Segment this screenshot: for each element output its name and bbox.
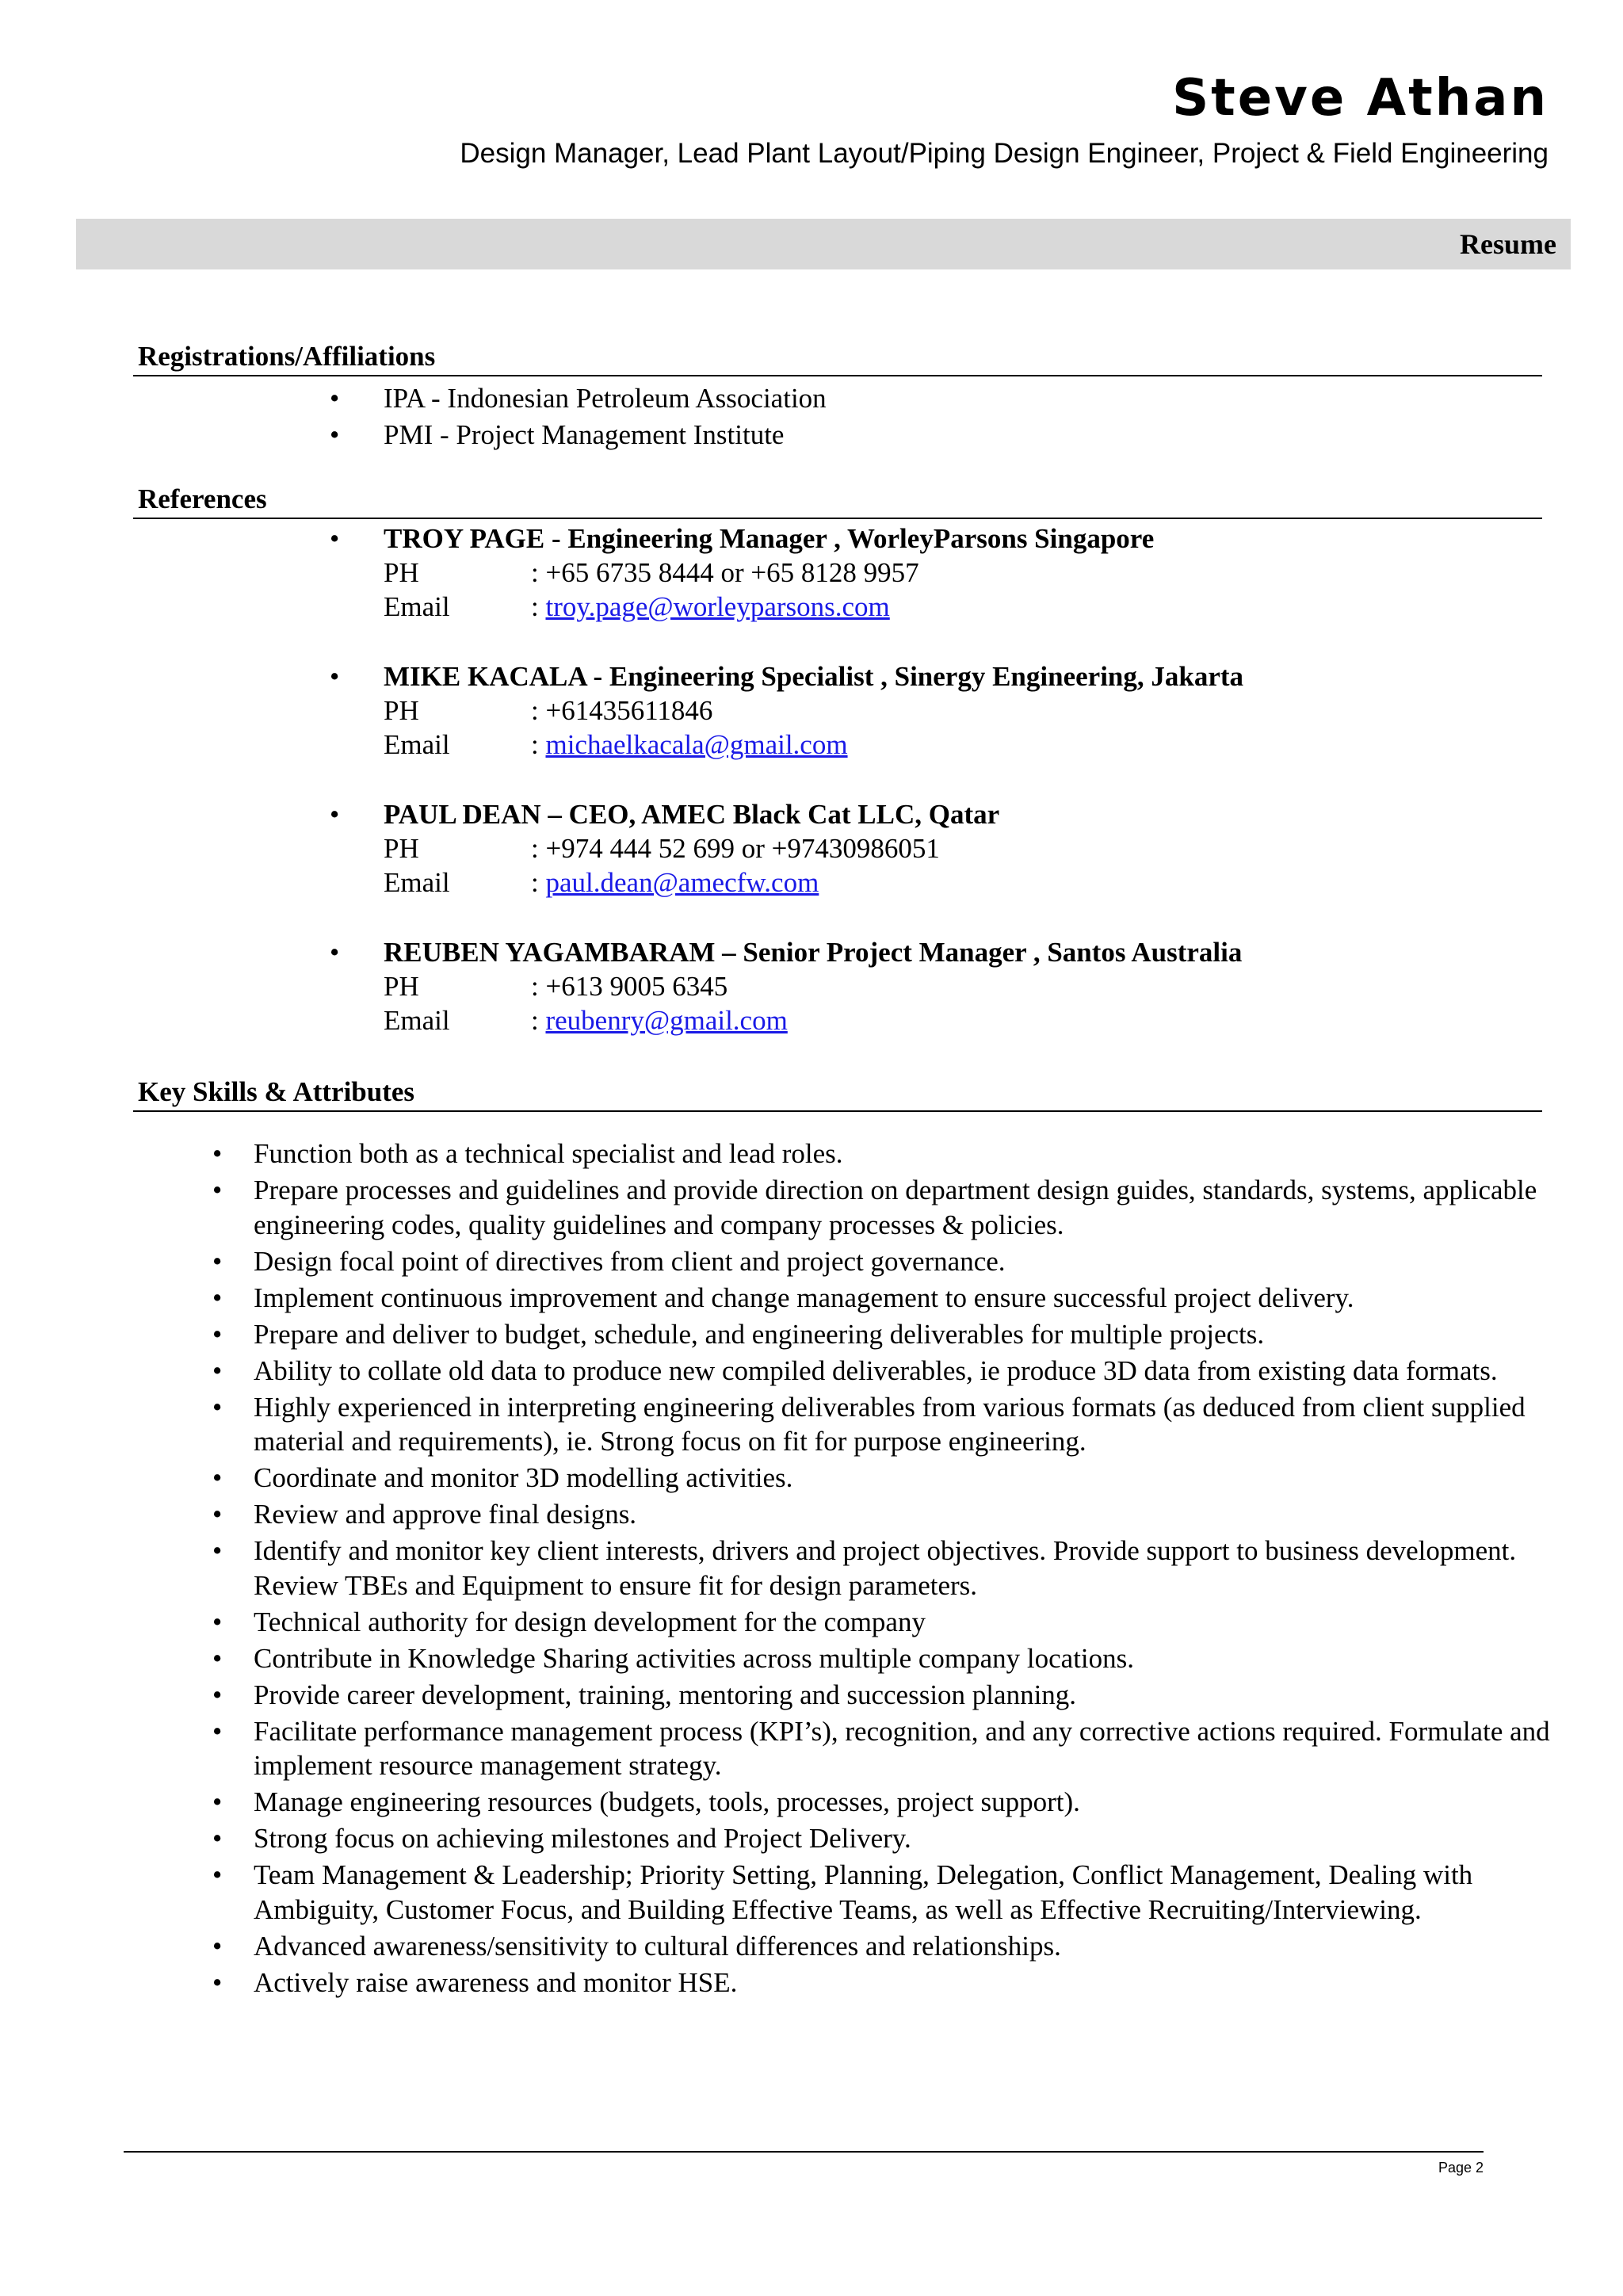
page-number: Page 2: [1438, 2160, 1484, 2176]
references-list: [330, 521, 1243, 1073]
footer-divider: [124, 2151, 1484, 2153]
reference-entry: • PAUL DEAN – CEO, AMEC Black Cat LLC, Qatar PH : +974 444 52 699 or +97430986051 Email : paul.dean@amecfw.com: [330, 797, 1243, 900]
reference-entry: • MIKE KACALA - Engineering Specialist , Sinergy Engineering, Jakarta PH : +61435611846 Email : michaelkacala@gmail.com: [330, 659, 1243, 762]
reference-phone: : +974 444 52 699 or +97430986051: [531, 833, 940, 864]
phone-label: PH: [384, 833, 419, 864]
list-item: • Actively raise awareness and monitor HSE.: [212, 1966, 1552, 2000]
list-item: • PMI - Project Management Institute: [330, 417, 827, 453]
list-item: • Highly experienced in interpreting engineering deliverables from various formats (as deduced from client supplied material and requirements), ie. Strong focus on fit for purpose engineering.: [212, 1390, 1552, 1459]
phone-label: PH: [384, 557, 419, 588]
list-item: • Coordinate and monitor 3D modelling activities.: [212, 1461, 1552, 1496]
affiliations-list: [330, 380, 827, 453]
resume-banner: [76, 219, 1571, 269]
reference-email-link[interactable]: troy.page@worleyparsons.com: [545, 591, 890, 622]
reference-entry: • TROY PAGE - Engineering Manager , WorleyParsons Singapore PH : +65 6735 8444 or +65 8128 9957 Email : troy.page@worleyparsons.com: [330, 521, 1243, 624]
list-item: • Ability to collate old data to produce new compiled deliverables, ie produce 3D data from existing data formats.: [212, 1354, 1552, 1389]
list-item: • Identify and monitor key client interests, drivers and project objectives. Provide support to business development. Review TBEs and Equipment to ensure fit for design parameters.: [212, 1534, 1552, 1603]
list-item: • Facilitate performance management process (KPI’s), recognition, and any corrective actions required. Formulate and implement resource management strategy.: [212, 1714, 1552, 1783]
email-label: Email: [384, 867, 450, 898]
list-item: • Design focal point of directives from client and project governance.: [212, 1244, 1552, 1279]
reference-phone: : +65 6735 8444 or +65 8128 9957: [531, 557, 919, 588]
reference-email-link[interactable]: paul.dean@amecfw.com: [545, 867, 819, 898]
list-item: • IPA - Indonesian Petroleum Association: [330, 380, 827, 417]
reference-phone: : +61435611846: [531, 695, 713, 726]
list-item: • Implement continuous improvement and change management to ensure successful project delivery.: [212, 1281, 1552, 1316]
list-item: • Review and approve final designs.: [212, 1497, 1552, 1532]
phone-label: PH: [384, 971, 419, 1002]
references-heading: References: [133, 485, 1542, 519]
reference-title: • MIKE KACALA - Engineering Specialist , Sinergy Engineering, Jakarta: [384, 661, 1244, 692]
list-item: • Prepare processes and guidelines and provide direction on department design guides, standards, systems, applicable engineering codes, quality guidelines and company processes & policies.: [212, 1173, 1552, 1242]
reference-title: • TROY PAGE - Engineering Manager , WorleyParsons Singapore: [384, 523, 1155, 554]
reference-entry: • REUBEN YAGAMBARAM – Senior Project Manager , Santos Australia PH : +613 9005 6345 Email : reubenry@gmail.com: [330, 935, 1243, 1037]
skills-list: [212, 1137, 1552, 2002]
list-item: • Function both as a technical specialist and lead roles.: [212, 1137, 1552, 1171]
list-item: • Strong focus on achieving milestones and Project Delivery.: [212, 1821, 1552, 1856]
list-item: • Contribute in Knowledge Sharing activities across multiple company locations.: [212, 1641, 1552, 1676]
list-item: • Manage engineering resources (budgets, tools, processes, project support).: [212, 1785, 1552, 1820]
candidate-subtitle: Design Manager, Lead Plant Layout/Piping Design Engineer, Project & Field Engineering: [460, 138, 1549, 169]
email-label: Email: [384, 1005, 450, 1036]
list-item: • Advanced awareness/sensitivity to cultural differences and relationships.: [212, 1929, 1552, 1964]
list-item: • Prepare and deliver to budget, schedule, and engineering deliverables for multiple projects.: [212, 1317, 1552, 1352]
reference-title: • PAUL DEAN – CEO, AMEC Black Cat LLC, Qatar: [384, 799, 1000, 830]
affiliations-heading: Registrations/Affiliations: [133, 342, 1542, 376]
list-item: • Technical authority for design development for the company: [212, 1605, 1552, 1640]
phone-label: PH: [384, 695, 419, 726]
reference-email-link[interactable]: reubenry@gmail.com: [545, 1005, 788, 1036]
email-label: Email: [384, 729, 450, 760]
reference-title: • REUBEN YAGAMBARAM – Senior Project Manager , Santos Australia: [384, 937, 1243, 968]
list-item: • Provide career development, training, mentoring and succession planning.: [212, 1678, 1552, 1713]
reference-phone: : +613 9005 6345: [531, 971, 728, 1002]
resume-label: Resume: [1460, 228, 1556, 260]
list-item: • Team Management & Leadership; Priority Setting, Planning, Delegation, Conflict Management, Dealing with Ambiguity, Customer Focus, and Building Effective Teams, as well as Effective Recruiting/Interviewing.: [212, 1858, 1552, 1927]
email-label: Email: [384, 591, 450, 622]
skills-heading: Key Skills & Attributes: [133, 1078, 1542, 1112]
candidate-name: Steve Athan: [1172, 69, 1549, 128]
reference-email-link[interactable]: michaelkacala@gmail.com: [545, 729, 848, 760]
